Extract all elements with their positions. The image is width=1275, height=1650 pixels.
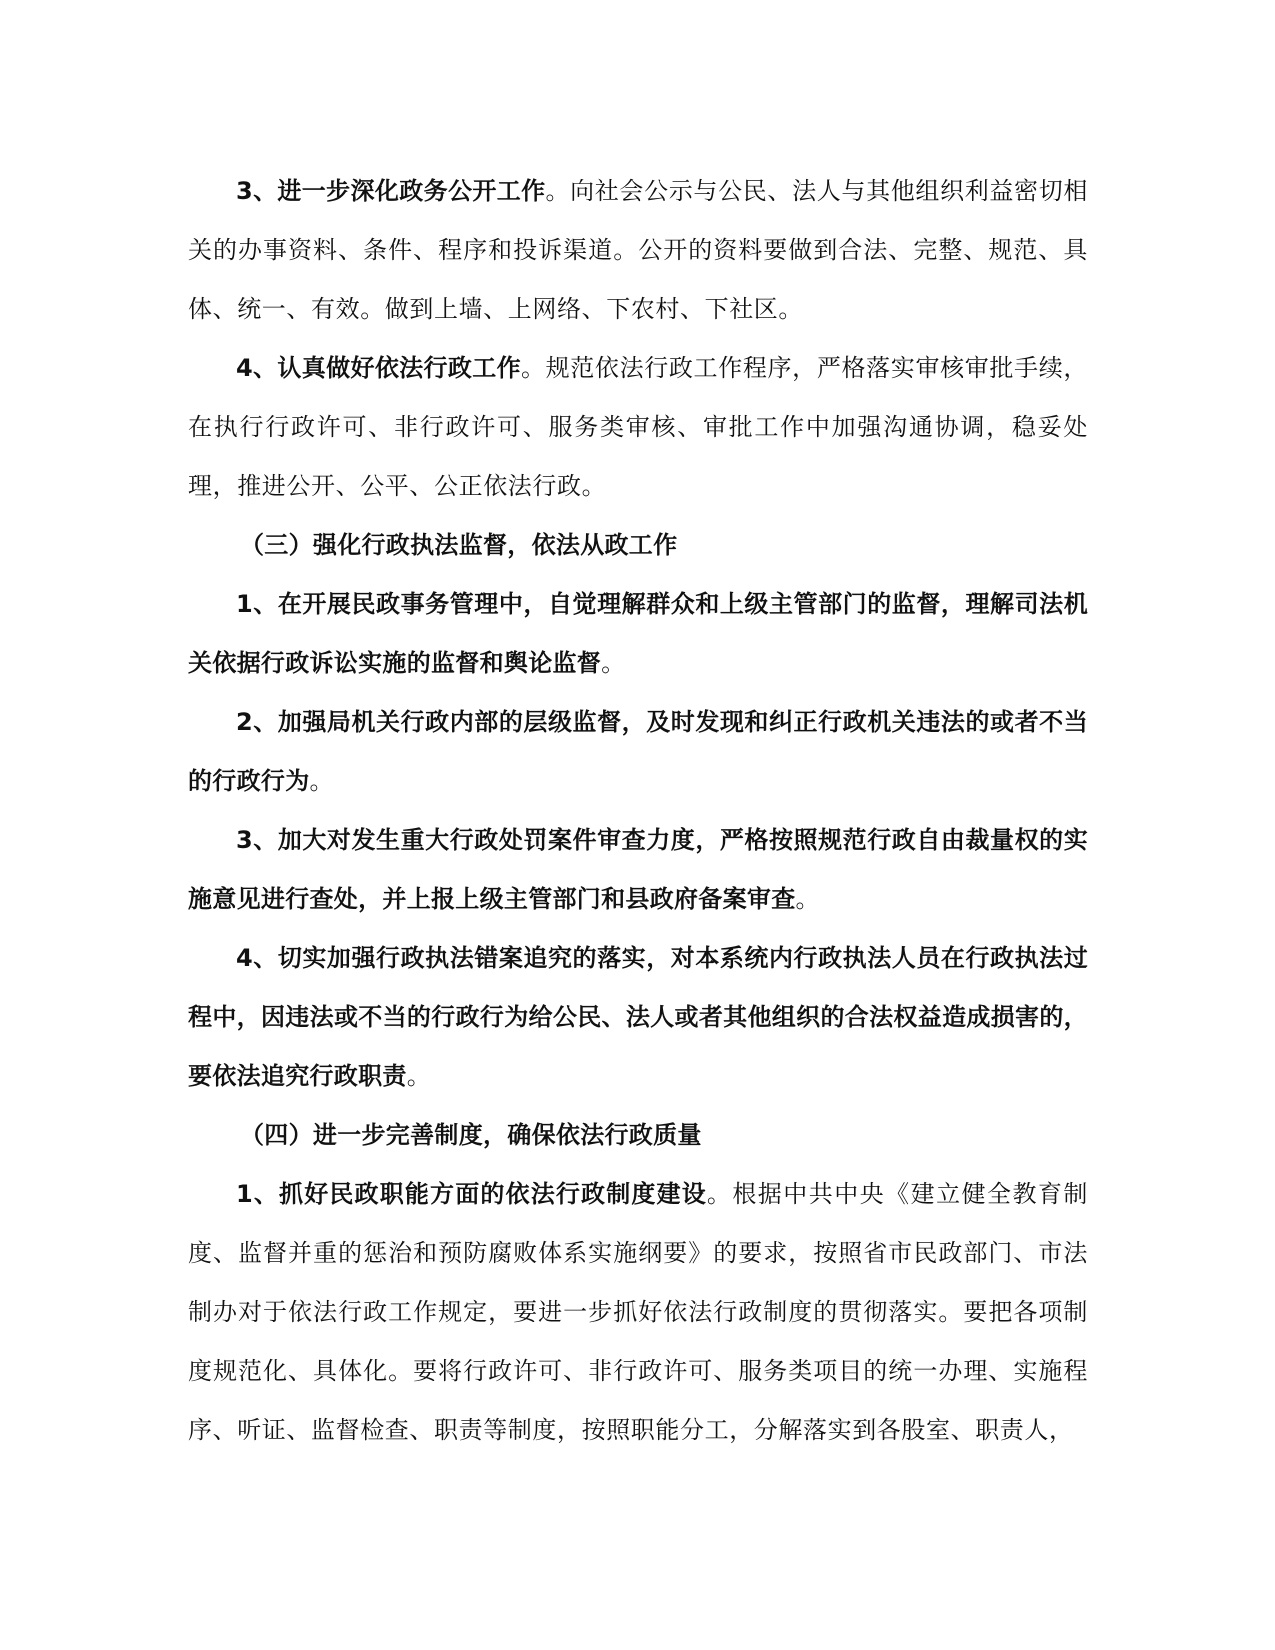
paragraph-lead: 1、抓好民政职能方面的依法行政制度建设 (236, 1180, 707, 1208)
section-heading-text: （四）进一步完善制度，确保依法行政质量 (240, 1121, 702, 1149)
paragraph-1-supervision (188, 575, 1088, 693)
paragraph-4-lawful-administration (188, 339, 1088, 516)
paragraph-3-deepen-disclosure (188, 162, 1088, 339)
paragraph-lead: 3、加大对发生重大行政处罚案件审查力度，严格按照规范行政自由裁量权的实施意见进行查处，并上报上级主管部门和县政府备案审查 (188, 826, 1088, 913)
paragraph-3-penalty-review (188, 811, 1088, 929)
section-heading-4 (188, 1106, 1088, 1165)
paragraph-lead: 4、切实加强行政执法错案追究的落实，对本系统内行政执法人员在行政执法过程中，因违法或不当的行政行为给公民、法人或者其他组织的合法权益造成损害的，要依法追究行政职责 (188, 944, 1088, 1090)
paragraph-text: 。规范依法行政工作程序，严格落实审核审批手续，在执行行政许可、非行政许可、服务类审核、审批工作中加强沟通协调，稳妥处理，推进公开、公平、公正依法行政。 (188, 354, 1088, 500)
document-body (188, 162, 1088, 1460)
paragraph-lead: 2、加强局机关行政内部的层级监督，及时发现和纠正行政机关违法的或者不当的行政行为 (188, 708, 1088, 795)
paragraph-lead: 1、在开展民政事务管理中，自觉理解群众和上级主管部门的监督，理解司法机关依据行政诉讼实施的监督和舆论监督 (188, 590, 1088, 677)
paragraph-text: 。 (406, 1062, 432, 1090)
paragraph-lead: 3、进一步深化政务公开工作 (236, 177, 546, 205)
paragraph-text: 。根据中共中央《建立健全教育制度、监督并重的惩治和预防腐败体系实施纲要》的要求，按照省市民政部门、市法制办对于依法行政工作规定，要进一步抓好依法行政制度的贯彻落实。要把各项制度规范化、具体化。要将行政许可、非行政许可、服务类项目的统一办理、实施程序、听证、监督检查、职责等制度，按照职能分工，分解落实到各股室、职责人， (188, 1180, 1089, 1444)
paragraph-2-internal-supervision (188, 693, 1088, 811)
section-heading-text: （三）强化行政执法监督，依法从政工作 (240, 531, 678, 559)
paragraph-text: 。 (795, 885, 821, 913)
paragraph-4-accountability (188, 929, 1088, 1106)
paragraph-1-system-building (188, 1165, 1088, 1460)
paragraph-text: 。向社会公示与公民、法人与其他组织利益密切相关的办事资料、条件、程序和投诉渠道。公开的资料要做到合法、完整、规范、具体、统一、有效。做到上墙、上网络、下农村、下社区。 (188, 177, 1088, 323)
paragraph-text: 。 (601, 649, 626, 677)
paragraph-text: 。 (309, 767, 335, 795)
section-heading-3 (188, 516, 1088, 575)
paragraph-lead: 4、认真做好依法行政工作 (236, 354, 521, 382)
